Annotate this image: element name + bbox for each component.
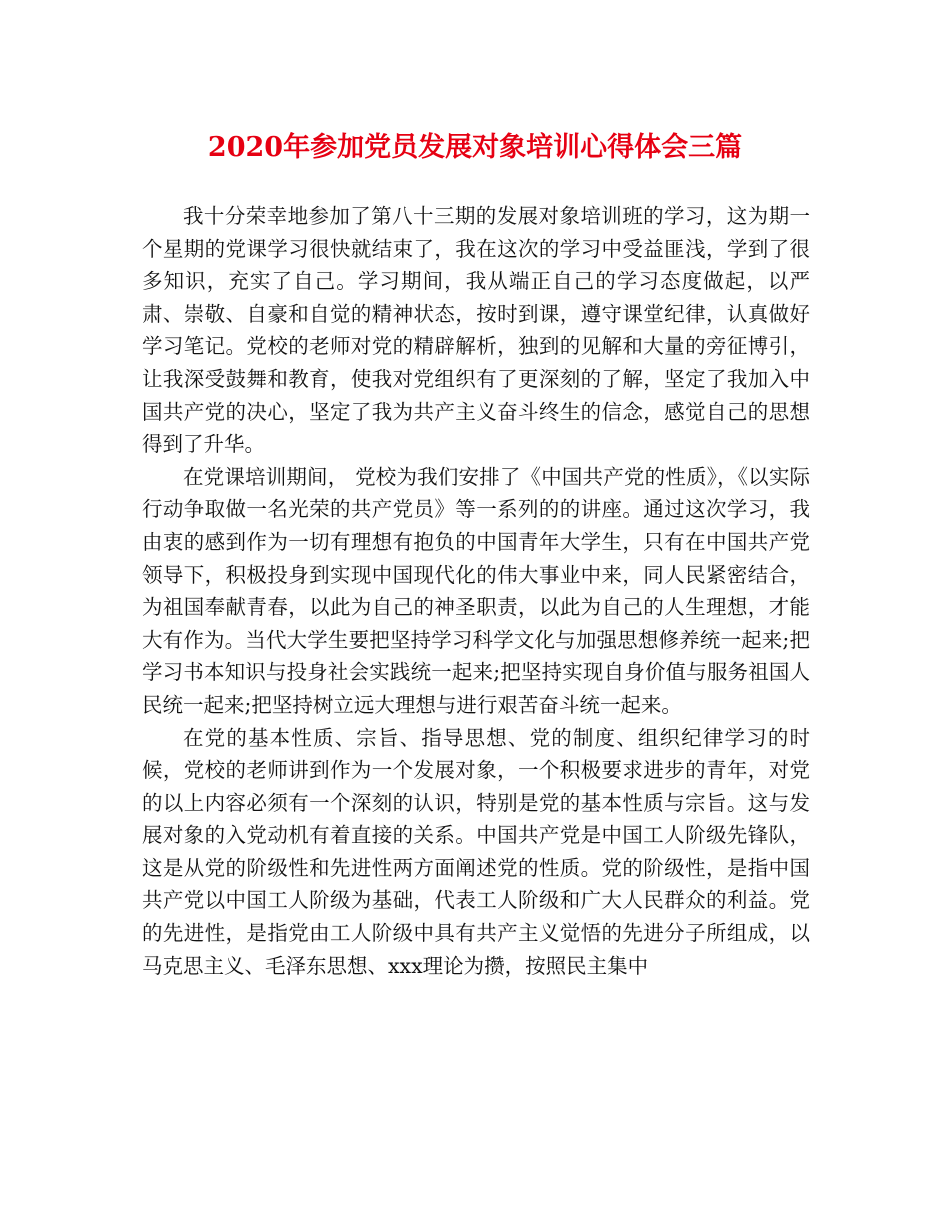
document-title: 2020年参加党员发展对象培训心得体会三篇 [207, 132, 743, 163]
paragraph-3: 在党的基本性质、宗旨、指导思想、党的制度、组织纪律学习的时候，党校的老师讲到作为一个发展对象，一个积极要求进步的青年，对党的以上内容必须有一个深刻的认识，特别是党的基本性质与宗旨。这与发展对象的入党动机有着直接的关系。中国共产党是中国工人阶级先锋队，这是从党的阶级性和先进性两方面阐述党的性质。党的阶级性，是指中国共产党以中国工人阶级为基础，代表工人阶级和广大人民群众的利益。党的先进性，是指党由工人阶级中具有共产主义觉悟的先进分子所组成，以马克思主义、毛泽东思想、xxx理论为攒，按照民主集中 [142, 725, 810, 978]
document-body [142, 200, 810, 982]
paragraph-1: 我十分荣幸地参加了第八十三期的发展对象培训班的学习，这为期一个星期的党课学习很快就结束了，我在这次的学习中受益匪浅，学到了很多知识，充实了自己。学习期间，我从端正自己的学习态度做起，以严肃、崇敬、自豪和自觉的精神状态，按时到课，遵守课堂纪律，认真做好学习笔记。党校的老师对党的精辟解析，独到的见解和大量的旁征博引，让我深受鼓舞和教育，使我对党组织有了更深刻的了解，坚定了我加入中国共产党的决心，坚定了我为共产主义奋斗终生的信念，感觉自己的思想得到了升华。 [142, 204, 810, 457]
paragraph-2: 在党课培训期间， 党校为我们安排了《中国共产党的性质》，《以实际行动争取做一名光荣的共产党员》等一系列的的讲座。通过这次学习，我由衷的感到作为一切有理想有抱负的中国青年大学生，只有在中国共产党领导下，积极投身到实现中国现代化的伟大事业中来，同人民紧密结合，为祖国奉献青春，以此为自己的神圣职责，以此为自己的人生理想，才能大有作为。当代大学生要把坚持学习科学文化与加强思想修养统一起来;把学习书本知识与投身社会实践统一起来;把坚持实现自身价值与服务祖国人民统一起来;把坚持树立远大理想与进行艰苦奋斗统一起来。 [142, 464, 810, 717]
